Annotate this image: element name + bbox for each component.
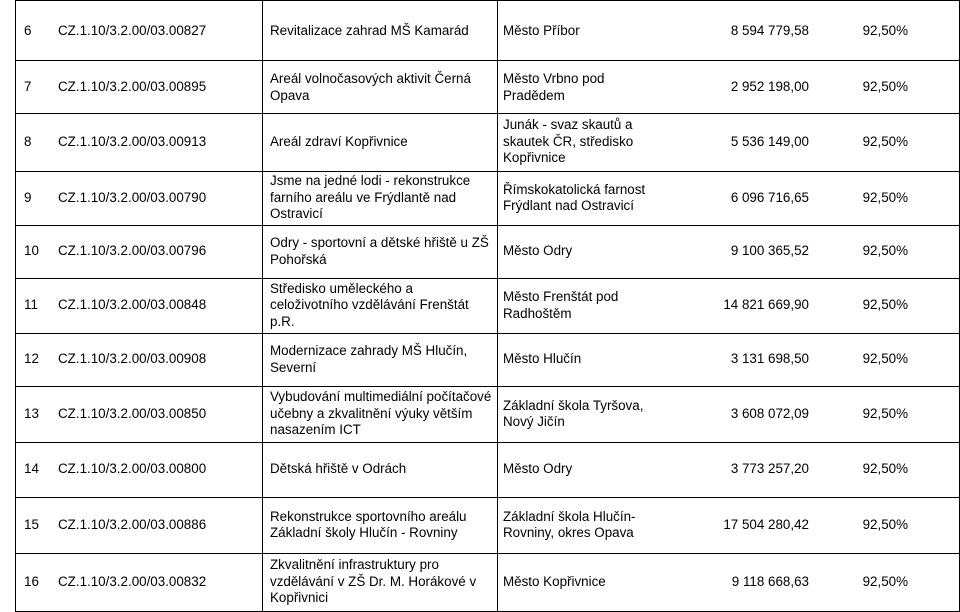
recipient: Základní škola Hlučín- Rovniny, okres Opava	[503, 508, 636, 540]
row-number: 15	[24, 516, 39, 532]
recipient: Město Kopřivnice	[503, 573, 606, 589]
row-number: 7	[24, 79, 32, 95]
percent: 92,50%	[862, 133, 908, 149]
percent: 92,50%	[862, 243, 908, 259]
table-row	[0, 226, 960, 277]
project-code: CZ.1.10/3.2.00/03.00913	[58, 133, 207, 149]
row-number: 8	[24, 133, 32, 149]
project-code: CZ.1.10/3.2.00/03.00848	[58, 297, 207, 313]
project-code: CZ.1.10/3.2.00/03.00827	[58, 22, 207, 38]
project-name: Středisko uměleckého a celoživotního vzdělávání Frenštát p.R.	[270, 280, 469, 329]
project-name: Jsme na jedné lodi - rekonstrukce farního areálu ve Frýdlantě nad Ostravicí	[270, 173, 471, 222]
recipient: Junák - svaz skautů a skautek ČR, středisko Kopřivnice	[503, 117, 634, 166]
row-divider	[15, 60, 960, 61]
project-name: Vybudování multimediální počítačové učebny a zkvalitnění výuky větším nasazením ICT	[270, 389, 492, 438]
row-number: 10	[24, 243, 39, 259]
row-number: 11	[24, 297, 38, 313]
percent: 92,50%	[862, 297, 908, 313]
table-row	[0, 498, 960, 552]
amount: 8 594 779,58	[730, 22, 809, 38]
amount: 3 131 698,50	[730, 351, 809, 367]
project-code: CZ.1.10/3.2.00/03.00790	[58, 189, 207, 205]
recipient: Město Příbor	[503, 22, 580, 38]
recipient: Římskokatolická farnost Frýdlant nad Ostravicí	[503, 181, 646, 213]
project-code: CZ.1.10/3.2.00/03.00796	[58, 243, 207, 259]
percent: 92,50%	[862, 22, 908, 38]
percent: 92,50%	[862, 516, 908, 532]
table-row	[0, 554, 960, 610]
amount: 2 952 198,00	[730, 79, 809, 95]
project-name: Areál volnočasových aktivit Černá Opava	[270, 71, 471, 103]
table-row	[0, 443, 960, 496]
amount: 9 100 365,52	[730, 243, 809, 259]
table-row	[0, 279, 960, 332]
row-number: 13	[24, 405, 39, 421]
project-name: Odry - sportovní a dětské hřiště u ZŠ Pohořská	[270, 235, 489, 267]
amount: 3 608 072,09	[730, 405, 809, 421]
amount: 9 118 668,63	[731, 573, 809, 589]
row-divider	[15, 0, 960, 1]
table-row	[0, 172, 960, 224]
recipient: Město Odry	[503, 461, 573, 477]
table-row	[0, 334, 960, 385]
recipient: Město Frenštát pod Radhoštěm	[503, 289, 619, 321]
row-number: 16	[24, 573, 39, 589]
percent: 92,50%	[862, 79, 908, 95]
project-code: CZ.1.10/3.2.00/03.00895	[58, 79, 207, 95]
project-name: Modernizace zahrady MŠ Hlučín, Severní	[270, 343, 468, 375]
table-row	[0, 387, 960, 441]
project-name: Zkvalitnění infrastruktury pro vzdělávání v ZŠ Dr. M. Horákové v Kopřivnici	[270, 557, 477, 606]
amount: 14 821 669,90	[723, 297, 809, 313]
project-name: Rekonstrukce sportovního areálu Základní školy Hlučín - Rovniny	[270, 508, 467, 540]
row-number: 14	[24, 461, 39, 477]
row-number: 9	[24, 189, 32, 205]
percent: 92,50%	[862, 405, 908, 421]
recipient: Základní škola Tyršova, Nový Jičín	[503, 397, 644, 429]
percent: 92,50%	[862, 189, 908, 205]
recipient: Město Odry	[503, 243, 573, 259]
amount: 5 536 149,00	[730, 133, 809, 149]
row-number: 12	[24, 351, 39, 367]
project-name: Revitalizace zahrad MŠ Kamarád	[270, 22, 469, 38]
row-number: 6	[24, 22, 32, 38]
recipient: Město Vrbno pod Pradědem	[503, 71, 605, 103]
table-row	[0, 114, 960, 170]
project-code: CZ.1.10/3.2.00/03.00850	[58, 405, 207, 421]
amount: 3 773 257,20	[730, 461, 809, 477]
table-row	[0, 2, 960, 60]
project-name: Areál zdraví Kopřivnice	[270, 133, 408, 149]
table-row	[0, 62, 960, 113]
project-code: CZ.1.10/3.2.00/03.00886	[58, 516, 207, 532]
project-code: CZ.1.10/3.2.00/03.00800	[58, 461, 207, 477]
percent: 92,50%	[862, 461, 908, 477]
amount: 6 096 716,65	[730, 189, 809, 205]
amount: 17 504 280,42	[723, 516, 809, 532]
project-code: CZ.1.10/3.2.00/03.00832	[58, 573, 207, 589]
project-code: CZ.1.10/3.2.00/03.00908	[58, 351, 207, 367]
percent: 92,50%	[862, 573, 908, 589]
recipient: Město Hlučín	[503, 351, 582, 367]
project-name: Dětská hřiště v Odrách	[270, 461, 407, 477]
percent: 92,50%	[862, 351, 908, 367]
